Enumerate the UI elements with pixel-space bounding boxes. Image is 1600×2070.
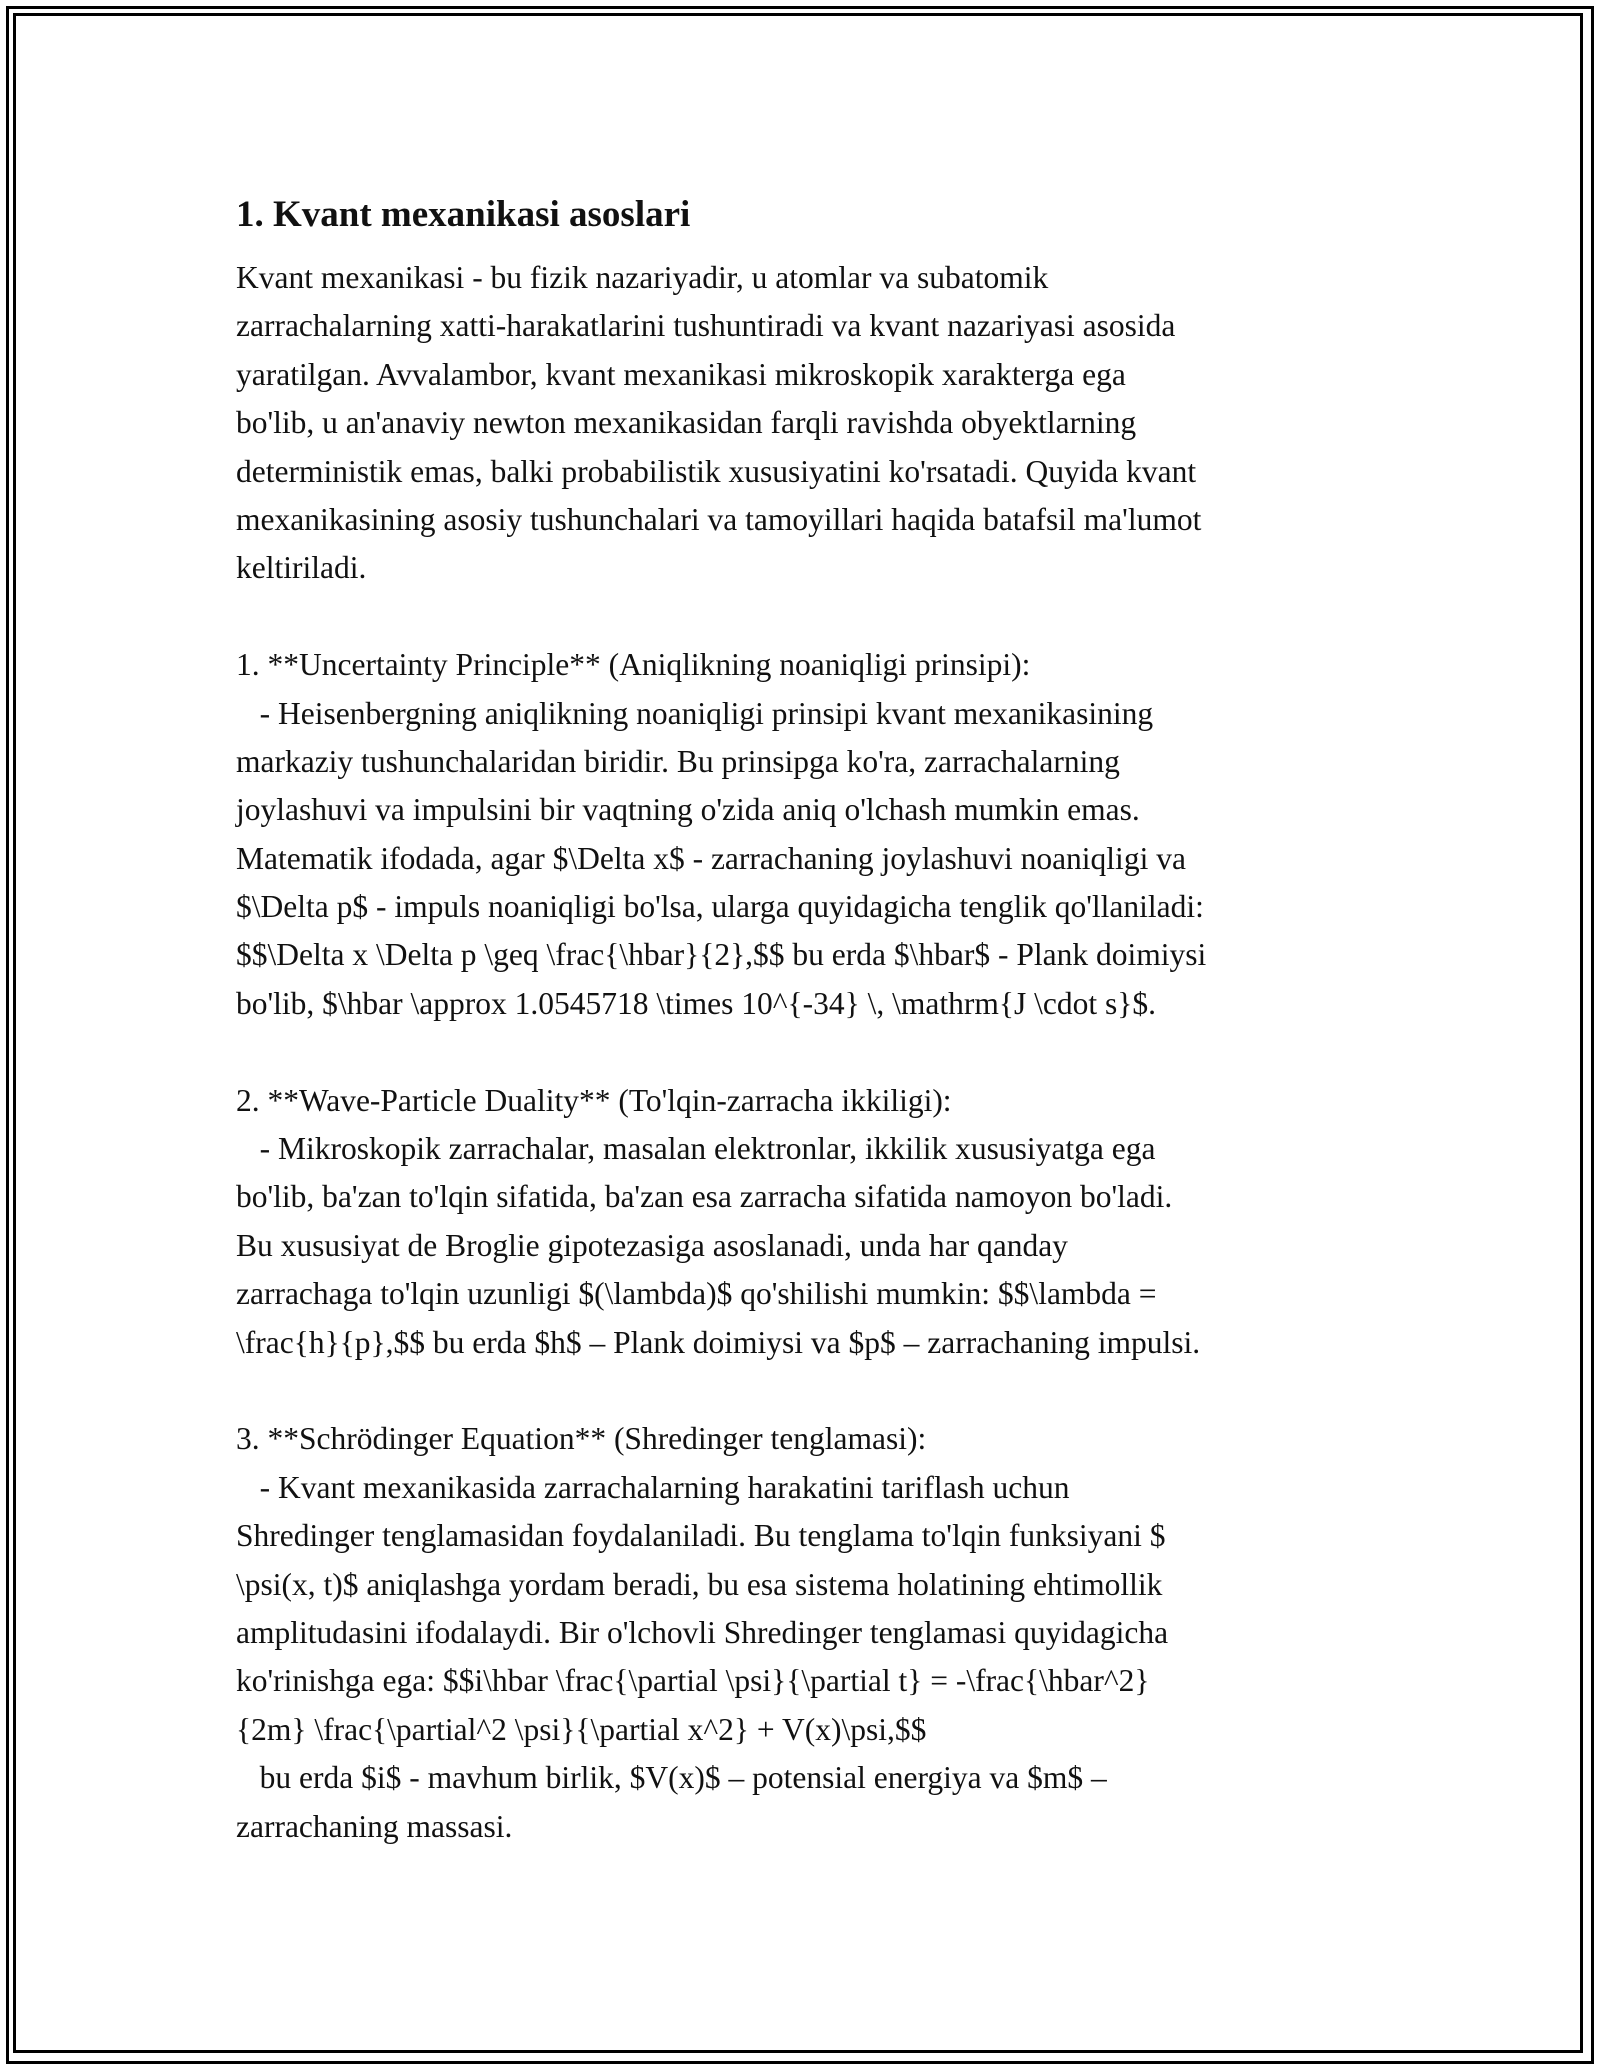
text-line: deterministik emas, balki probabilistik xususiyatini ko'rsatadi. Quyida kvant [236, 453, 1197, 489]
wave-particle-duality-section [236, 1077, 1376, 1367]
text-line: markaziy tushunchalaridan biridir. Bu prinsipga ko'ra, zarrachalarning [236, 743, 1120, 779]
text-line: zarrachaning massasi. [236, 1808, 513, 1844]
text-line: Bu xususiyat de Broglie gipotezasiga asoslanadi, unda har qanday [236, 1227, 1068, 1263]
text-line: $$\Delta x \Delta p \geq \frac{\hbar}{2},$$ bu erda $\hbar$ - Plank doimiysi [236, 937, 1207, 973]
text-line: yaratilgan. Avvalambor, kvant mexanikasi mikroskopik xarakterga ega [236, 356, 1126, 392]
text-line: joylashuvi va impulsini bir vaqtning o'zida aniq o'lchash mumkin emas. [236, 792, 1140, 828]
document-body [236, 188, 1376, 1851]
text-line: zarrachalarning xatti-harakatlarini tushuntiradi va kvant nazariyasi asosida [236, 308, 1176, 344]
text-line: bo'lib, $\hbar \approx 1.0545718 \times 10^{-34} \, \mathrm{J \cdot s}$. [236, 985, 1156, 1021]
section-heading: 1. Kvant mexanikasi asoslari [236, 194, 691, 235]
text-line: 2. **Wave-Particle Duality** (To'lqin-zarracha ikkiligi): [236, 1082, 952, 1118]
text-line: - Kvant mexanikasida zarrachalarning harakatini tariflash uchun [236, 1469, 1070, 1505]
text-line: - Heisenbergning aniqlikning noaniqligi prinsipi kvant mexanikasining [236, 695, 1154, 731]
paragraph-gap [236, 1028, 1376, 1076]
text-line: Matematik ifodada, agar $\Delta x$ - zarrachaning joylashuvi noaniqligi va [236, 840, 1186, 876]
text-line: zarrachaga to'lqin uzunligi $(\lambda)$ qo'shilishi mumkin: $$\lambda = [236, 1276, 1157, 1312]
paragraph-gap [236, 1367, 1376, 1415]
paragraph-gap [236, 593, 1376, 641]
text-line: 3. **Schrödinger Equation** (Shredinger tenglamasi): [236, 1421, 927, 1457]
text-line: \frac{h}{p},$$ bu erda $h$ – Plank doimiysi va $p$ – zarrachaning impulsi. [236, 1324, 1201, 1360]
text-line: 1. **Uncertainty Principle** (Aniqlikning noaniqligi prinsipi): [236, 647, 1031, 683]
schrodinger-equation-section [236, 1415, 1376, 1851]
text-line: - Mikroskopik zarrachalar, masalan elektronlar, ikkilik xususiyatga ega [236, 1131, 1156, 1167]
text-line: \psi(x, t)$ aniqlashga yordam beradi, bu esa sistema holatining ehtimollik [236, 1566, 1163, 1602]
text-line: keltiriladi. [236, 550, 367, 586]
text-line: $\Delta p$ - impuls noaniqligi bo'lsa, ularga quyidagicha tenglik qo'llaniladi: [236, 889, 1204, 925]
text-line: Kvant mexanikasi - bu fizik nazariyadir, u atomlar va subatomik [236, 260, 1049, 295]
text-line: {2m} \frac{\partial^2 \psi}{\partial x^2} + V(x)\psi,$$ [236, 1711, 927, 1747]
text-line: bo'lib, u an'anaviy newton mexanikasidan farqli ravishda obyektlarning [236, 405, 1137, 441]
text-line: ko'rinishga ega: $$i\hbar \frac{\partial \psi}{\partial t} = -\frac{\hbar^2} [236, 1663, 1150, 1699]
text-line: mexanikasining asosiy tushunchalari va tamoyillari haqida batafsil ma'lumot [236, 501, 1202, 537]
intro-paragraph [236, 254, 1376, 593]
text-line: bu erda $i$ - mavhum birlik, $V(x)$ – potensial energiya va $m$ – [236, 1760, 1107, 1796]
uncertainty-principle-section [236, 641, 1376, 1028]
text-line: bo'lib, ba'zan to'lqin sifatida, ba'zan esa zarracha sifatida namoyon bo'ladi. [236, 1179, 1173, 1215]
text-line: Shredinger tenglamasidan foydalaniladi. Bu tenglama to'lqin funksiyani $ [236, 1518, 1166, 1554]
text-line: amplitudasini ifodalaydi. Bir o'lchovli Shredinger tenglamasi quyidagicha [236, 1614, 1169, 1650]
